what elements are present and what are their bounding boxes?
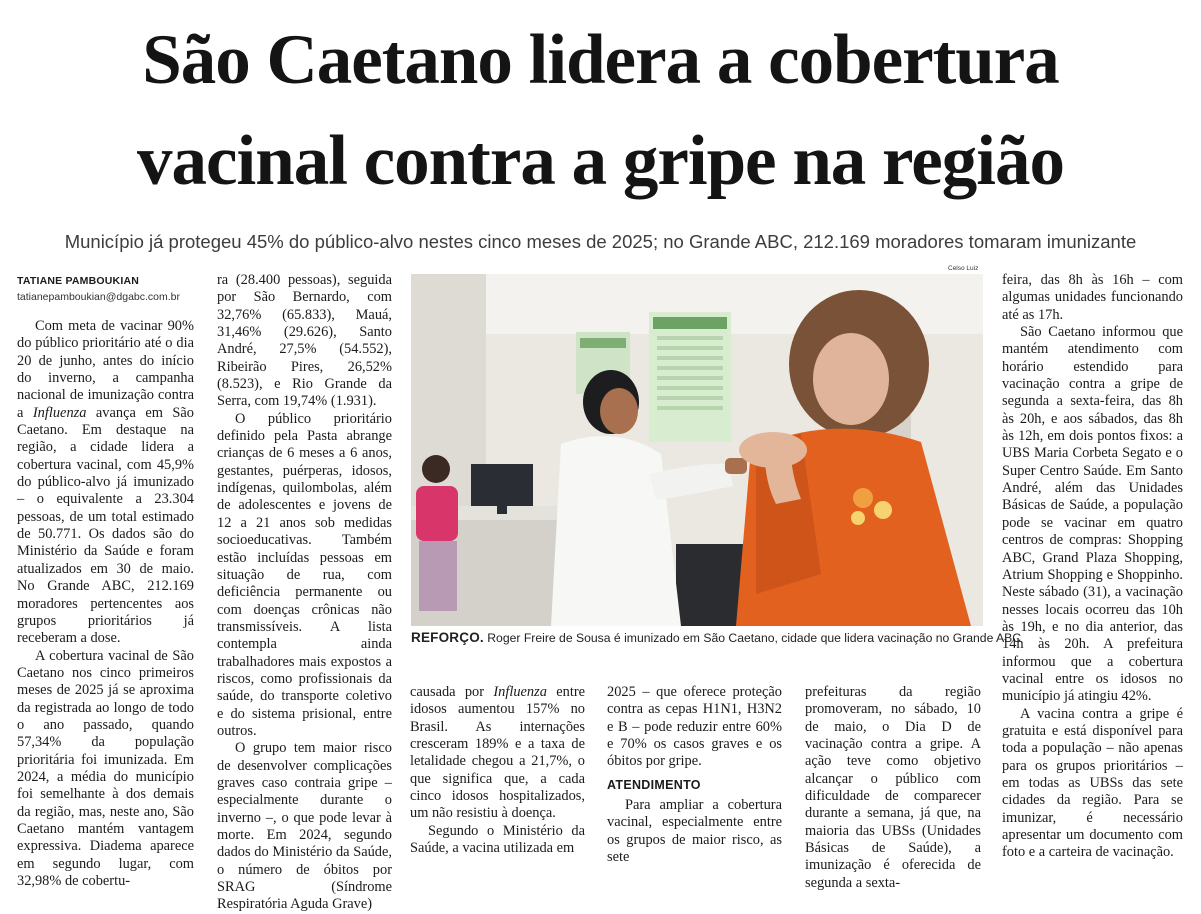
- article-photo: [411, 274, 983, 626]
- caption-label: REFORÇO.: [411, 630, 484, 645]
- paragraph: São Caetano informou que mantém atendimento com horário estendido para vacinação contra a gripe de segunda a sexta-feira, das 8h às 20h, e aos sábados, das 8h às 12h, em dois pontos fixos: a UBS Maria Corbeta Segato e o Super Centro Saúde. Em Santo André, além das Unidades Básicas de Saúde, a população pode se vacinar em quatro centros de compras: Shopping ABC, Grand Plaza Shopping, Atrium Shopping e Shoppinho. Neste sábado (31), a vacinação nesses locais ocorreu das 10h às 19h, e no dia anterior, das 14h às 20h. A prefeitura informou que a cobertura vacinal entre os idosos no município já atingiu 42%.: [1002, 324, 1183, 705]
- paragraph: causada por Influenza entre idosos aumentou 157% no Brasil. As internações cresceram 189% e a taxa de letalidade chegou a 21,7%, o que significa que, a cada cinco idosos hospitalizados, um não resistiu à doença.: [410, 684, 585, 822]
- photo-credit: Celso Luiz: [948, 265, 979, 272]
- caption-text: Roger Freire de Sousa é imunizado em São Caetano, cidade que lidera vacinação no Grande ABC: [487, 631, 1022, 645]
- paragraph: prefeituras da região promoveram, no sábado, 10 de maio, o Dia D de vacinação contra a gripe. A ação teve como objetivo alcançar o público com dificuldade de comparecer durante a semana, já que, na maioria das UBSs (Unidades Básicas de Saúde), a imunização é oferecida de segunda a sexta-: [805, 684, 981, 891]
- byline-email[interactable]: tatianepamboukian@dgabc.com.br: [17, 291, 181, 303]
- paragraph: 2025 – que oferece proteção contra as cepas H1N1, H3N2 e B – pode reduzir entre 60% e 70% os casos graves e os óbitos por gripe.: [607, 684, 782, 770]
- article-column-2: [217, 272, 392, 914]
- paragraph: ra (28.400 pessoas), seguida por São Bernardo, com 32,76% (65.833), Mauá, 31,46% (29.626), Santo André, 27,5% (54.552), Ribeirão Pires, 26,52% (8.523), e Rio Grande da Serra, com 19,74% (1.931).: [217, 272, 392, 410]
- byline-name: TATIANE PAMBOUKIAN: [17, 275, 140, 287]
- article-column-5: [805, 684, 981, 892]
- paragraph: feira, das 8h às 16h – com algumas unidades funcionando até as 17h.: [1002, 272, 1183, 323]
- paragraph: O grupo tem maior risco de desenvolver complicações graves caso contraia gripe – especialmente durante o inverno –, o que pode levar à morte. Em 2024, segundo dados do Ministério da Saúde, o número de óbitos por SRAG (Síndrome Respiratória Aguda Grave): [217, 740, 392, 913]
- section-heading: ATENDIMENTO: [607, 777, 701, 792]
- photo-caption: [411, 630, 1022, 645]
- headline-line-2: vacinal contra a gripe na região: [136, 122, 1065, 200]
- article-column-1: [17, 318, 194, 890]
- article-column-6: [1002, 272, 1183, 862]
- paragraph: Segundo o Ministério da Saúde, a vacina utilizada em: [410, 822, 585, 857]
- paragraph: Para ampliar a cobertura vacinal, especialmente entre os grupos de maior risco, as sete: [607, 797, 782, 866]
- subtitle: Município já protegeu 45% do público-alvo nestes cinco meses de 2025; no Grande ABC, 212.169 moradores tomaram imunizante: [64, 231, 1137, 252]
- paragraph: Com meta de vacinar 90% do público prioritário até o dia 20 de junho, antes do início do inverno, a campanha nacional de imunização contra a Influenza avança em São Caetano. Em destaque na região, a cidade lidera a cobertura vacinal, com 45,9% do público-alvo já imunizado – o equivalente a 23.304 pessoas, de um total estimado de 50.771. Os dados são do Ministério da Saúde e foram atualizados em 30 de maio. No Grande ABC, 212.169 moradores pertencentes aos grupos prioritários já receberam a dose.: [17, 318, 194, 647]
- headline-line-1: São Caetano lidera a cobertura: [142, 21, 1059, 99]
- article-column-4: [607, 684, 782, 866]
- paragraph: A cobertura vacinal de São Caetano nos cinco primeiros meses de 2025 já se aproxima da registrada ao longo de todo o ano passado, quando 57,34% da população prioritária foi imunizada. Em 2024, a média do município foi semelhante à dos demais da região, mas, neste ano, São Caetano mantém vantagem expressiva. Diadema aparece em segundo lugar, com 32,98% de cobertu-: [17, 647, 194, 889]
- vaccination-photo-illustration: [411, 274, 983, 626]
- paragraph: A vacina contra a gripe é gratuita e está disponível para toda a população – não apenas para os grupos prioritários – em todas as UBSs das sete cidades da região. Para se imunizar, é necessário apresentar um documento com foto e a carteira de vacinação.: [1002, 705, 1183, 861]
- article-column-3: [410, 684, 585, 857]
- paragraph: O público prioritário definido pela Pasta abrange crianças de 6 meses a 6 anos, gestantes, puérperas, idosos, indígenas, quilombolas, além de adolescentes e jovens de 12 a 21 anos sob medidas socioeducativas. Também estão incluídas pessoas em situação de rua, com deficiência permanente ou com doenças crônicas não transmissíveis. A lista contempla ainda trabalhadores mais expostos a riscos, como profissionais da saúde, do transporte coletivo e do sistema prisional, entre outros.: [217, 410, 392, 739]
